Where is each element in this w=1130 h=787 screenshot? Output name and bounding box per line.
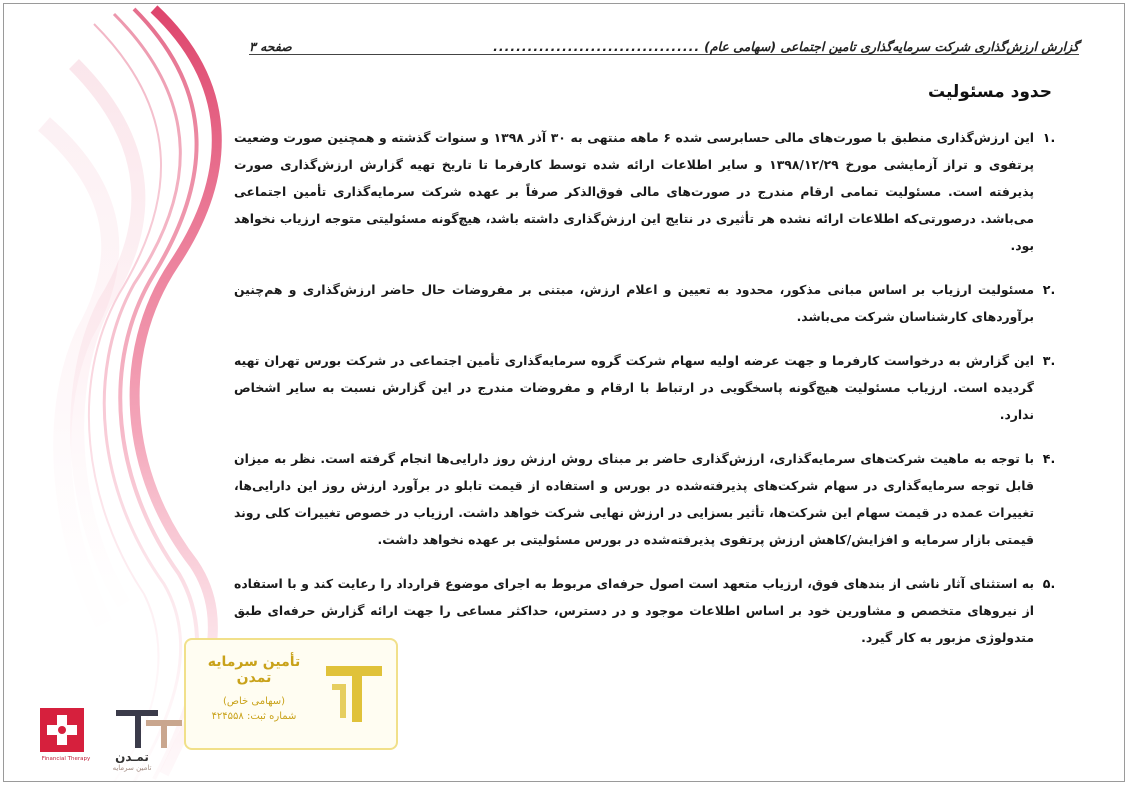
section-title: حدود مسئولیت: [927, 82, 1052, 102]
header-title: گزارش ارزش‌گذاری شرکت سرمایه‌گذاری تامین اجتماعی (سهامی عام): [704, 39, 1079, 54]
financial-caption: Financial Therapy: [41, 756, 91, 762]
stamp-registration: شماره ثبت: ۴۲۴۵۵۸: [211, 711, 297, 722]
page-number: صفحه ۳: [249, 39, 292, 54]
stamp-text: [200, 654, 308, 722]
item-number: .۵: [1042, 576, 1056, 591]
item-number: .۲: [1042, 282, 1056, 297]
stamp-company-name: تأمین سرمایه تمدن: [207, 654, 301, 686]
tamadon-stamp-icon: [324, 658, 384, 728]
item-text: این گزارش به درخواست کارفرما و جهت عرضه اولیه سهام شرکت گروه سرمایه‌گذاری تأمین اجتماعی در شرکت بورس تهران تهیه گردیده است. ارزیاب مسئولیت هیچ‌گونه پاسخگویی در ارتباط با ارقام و مفروضات مندرج در این گزارش نسبت به سایر اشخاص ندارد.: [234, 353, 1034, 422]
item-text: این ارزش‌گذاری منطبق با صورت‌های مالی حسابرسی شده ۶ ماهه منتهی به ۳۰ آذر ۱۳۹۸ و سنوات گذشته و همچنین صورت وضعیت پرتفوی و تراز آزمایشی مورخ ۱۳۹۸/۱۲/۲۹ و سایر اطلاعات ارائه شده توسط کارفرما تا تاریخ تهیه گزارش ارزش‌گذاری صورت پذیرفته است. مسئولیت تمامی ارقام مندرج در صورت‌های مالی فوق‌الذکر صرفاً بر عهده شرکت سرمایه‌گذاری تأمین اجتماعی می‌باشد. درصورتی‌که اطلاعات ارائه نشده هر تأثیری در نتایج این ارزش‌گذاری داشته باشد، هیچ‌گونه مسئولیتی متوجه ارزیاب نخواهد بود.: [234, 130, 1034, 253]
tamadon-subtitle: تامین سرمایه: [112, 764, 152, 772]
red-cross-icon: [40, 708, 84, 754]
list-item: [234, 445, 1064, 553]
item-text: مسئولیت ارزیاب بر اساس مبانی مذکور، محدود به تعیین و اعلام ارزش، مبتنی بر مفروضات حال حاضر ارزش‌گذاری و هم‌چنین برآوردهای کارشناسان شرکت می‌باشد.: [234, 282, 1034, 324]
item-text: به استثنای آثار ناشی از بندهای فوق، ارزیاب متعهد است اصول حرفه‌ای مربوط به اجرای موضوع قرارداد را رعایت کند و با استفاده از نیروهای متخصص و مشاورین خود بر اساس اطلاعات موجود و در دسترس، حداکثر مساعی را جهت ارائه گزارش حرفه‌ای طبق متدولوژی مزبور به کار گیرد.: [234, 576, 1034, 645]
header-dots: ....................................: [493, 39, 701, 54]
item-number: .۴: [1042, 451, 1056, 466]
financial-therapy-logo: [40, 708, 91, 782]
page-header: [249, 32, 1079, 55]
item-text: با توجه به ماهیت شرکت‌های سرمایه‌گذاری، ارزش‌گذاری حاضر بر مبنای روش ارزش روز دارایی‌ها انجام گرفته است. نظر به میزان قابل توجه سرمایه‌گذاری در سهام شرکت‌های پذیرفته‌شده در بورس و استفاده از قیمت تابلو در برآورد ارزش روز این دارایی‌ها، تغییرات عمده در قیمت سهام این شرکت‌ها، تأثیر بسزایی در ارزش نهایی شرکت خواهد داشت. ارزیاب در خصوص تغییرات کلی روند قیمتی بازار سرمایه و افزایش/کاهش ارزش پرتفوی پذیرفته‌شده در بورس مسئولیتی بر عهده نخواهد داشت.: [234, 451, 1034, 547]
tamadon-name: تمـدن: [115, 750, 149, 764]
company-stamp: [184, 638, 398, 750]
item-number: .۳: [1042, 353, 1056, 368]
list-item: [234, 276, 1064, 330]
item-number: .۱: [1042, 130, 1056, 145]
responsibility-list: [234, 124, 1064, 668]
list-item: [234, 124, 1064, 259]
stamp-company-type: (سهامی خاص): [222, 696, 286, 707]
list-item: [234, 347, 1064, 428]
document-page: [3, 3, 1125, 782]
tamadon-brand-icon: [112, 706, 186, 750]
tamadon-logo: [112, 706, 186, 776]
